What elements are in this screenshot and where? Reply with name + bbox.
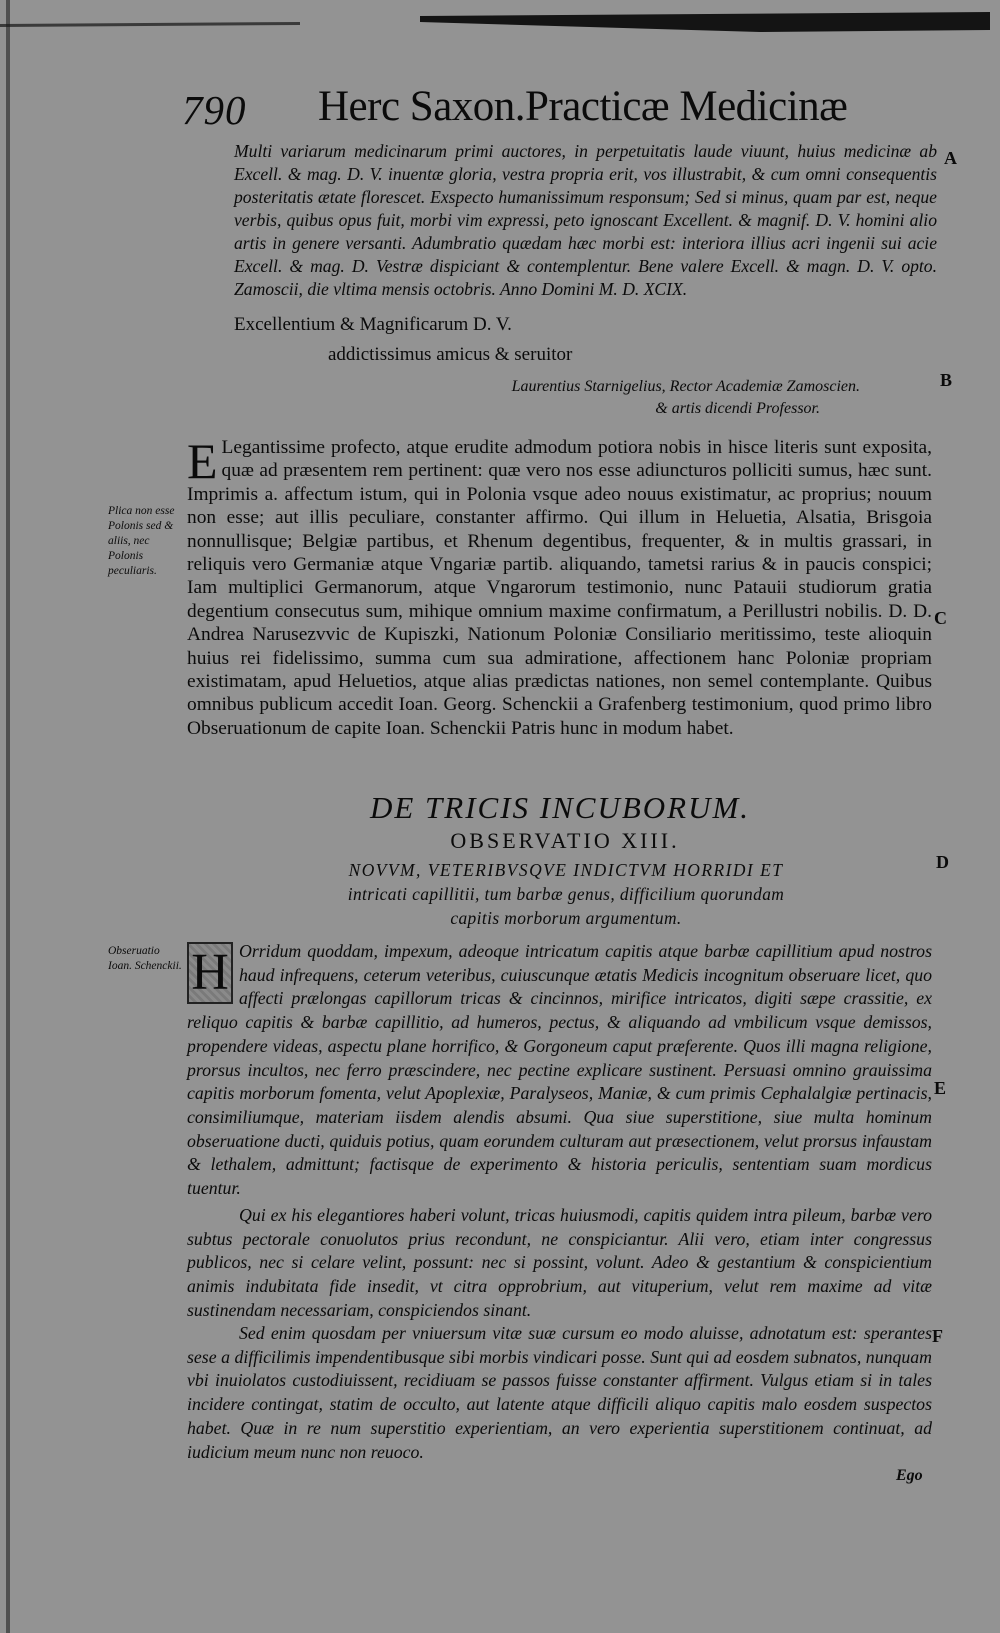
observation-dropcap: H	[187, 942, 233, 1004]
observation-paragraph-1	[187, 940, 932, 1201]
side-letter-a: A	[944, 148, 957, 168]
commentary-paragraph	[187, 433, 932, 740]
observation-paragraph-2: Qui ex his elegantiores haberi volunt, tricas huiusmodi, capitis quidem intra pileum, barbæ vero subtus pectorale conuolutos prius recondunt, ne conspiciantur. Alii vero, etiam inter congressus publicos, nec si celare velint, possunt: nec si possint, volunt. Adeo & gestantium & conspicientium animis indubitata fide insedit, vt citra opprobrium, aut vituperium, velut rem maxime ad vitæ sustinendam necessariam, conspiciendos sinant.	[187, 1205, 932, 1320]
side-letter-b: B	[940, 370, 953, 390]
observation-subtitle-rest: intricati capillitii, tum barbæ genus, difficilium quorundam capitis morborum argumentum.	[347, 884, 785, 928]
observation-paragraph-3: Sed enim quosdam per vniuersum vitæ suæ cursum eo modo aluisse, adnotatum est: sperantes sese a difficilimis impendentibusque sibi morbis vindicari posse. Sunt qui ad eosdem subnatos, nunquam vbi inuiolatos custodiuissent, recidiuam se passos fuisse constanter affirment. Vulgus etiam si in tales incidere contingat, statim de occulto, aut latente atque difficili aliquo capitis malo eosdem suspectos habet. Quæ in re num superstitio experientiam, an vero experientia superstitionem continuat, ad iudicium meum nunc non reuoco.	[187, 1323, 932, 1462]
observation-paragraph-1-text: Orridum quoddam, impexum, adeoque intricatum capitis atque barbæ capillitium apud nostros haud infrequens, ceterum veteribus, cuiuscunque ætatis Medicis incognitum obseruare licet, quo affecti prælongas capillorum tricas & cincinnos, mirifice intricatos, digiti sæpe crassitie, ex reliquo capitis & barbæ capillitio, ad humeros, pectus, & aliquando ad vmbilicum vsque demissos, propendere videas, aspectu plane horrifico, & Gorgoneum caput præferente. Quos illi magna religione, prorsus incultos, nec ferro præscindere, nec pectine explicare sustinent. Persuasi omnino grauissima capitis morborum fomenta, velut Apoplexiæ, Paralyseos, Maniæ, & cum primis Cephalalgiæ pertinacis, consimiliumque, materiam iisdem alendis absumi. Qua siue superstitione, siue multa hominum obseruatione ducti, quiduis potius, quam eorundem culturam aut præsectionem, velut prorsus infaustam & lethalem, admittunt; factisque de experimento & historia periculis, sententiam suam mordicus tuentur.	[187, 941, 932, 1199]
running-title: Herc Saxon.Practicæ Medicinæ	[318, 83, 848, 130]
side-letter-f: F	[932, 1326, 943, 1346]
observation-number: OBSERVATIO XIII.	[450, 828, 680, 853]
margin-note-schenckius: Obseruatio Ioan. Schenckii.	[108, 945, 182, 972]
margin-note-plica: Plica non esse Polonis sed & aliis, nec Polonis peculiaris.	[108, 505, 175, 577]
letter-signature-title: & artis dicendi Professor.	[655, 400, 820, 417]
letter-signature-name: Laurentius Starnigelius, Rector Academiæ Zamoscien.	[511, 378, 860, 395]
page-gutter-line	[6, 0, 10, 1633]
scan-top-edge	[0, 8, 1000, 34]
letter-paragraph: Multi variarum medicinarum primi auctores, in perpetuitatis laude viuunt, huius medicinæ ab Excell. & mag. D. V. inuentæ gloria, vestra propria erit, vos illustrabit, & cum omni consequentis posteritatis ætate florescet. Exspecto humanissimum responsum; Sed si minus, quam par est, neque verbis, quibus opus fuit, morbi vim expressi, peto ignoscant Excellent. & magnif. D. V. homini alio artis in genere versanti. Adumbratio quædam hæc morbi est: interiora illius acri ingenii sui acie Excell. & mag. D. Vestræ dispiciant & contemplentur. Bene valere Excell. & magn. D. V. opto. Zamoscii, die vltima mensis octobris. Anno Domini M. D. XCIX.	[234, 141, 937, 299]
letter-closing-subscription: addictissimus amicus & seruitor	[328, 344, 573, 365]
observation-title: DE TRICIS INCUBORUM.	[369, 790, 751, 825]
catchword: Ego	[896, 1467, 923, 1484]
side-letter-c: C	[934, 608, 947, 628]
observation-subtitle	[276, 858, 856, 930]
letter-closing-salutation: Excellentium & Magnificarum D. V.	[234, 314, 512, 335]
side-letter-e: E	[934, 1078, 947, 1098]
side-letter-d: D	[936, 852, 949, 872]
page-number: 790	[182, 87, 247, 133]
commentary-dropcap: E	[187, 433, 218, 489]
commentary-text: Legantissime profecto, atque erudite admodum potiora nobis in hisce literis sunt exposita, quæ ad præsentem rem pertinent: quæ vero nos esse adiuncturos polliciti sumus, hæc sunt. Imprimis a. affectum istum, qui in Polonia vsque adeo nouus existimatur, ac proprius; nouum non esse; aut illis peculiare, constanter affirmo. Qui illum in Heluetia, Alsatia, Brisgoia nonnullisque; Belgiæ partibus, et Rhenum degentibus, frequenter, & in multis grassari, in reliquis vero Germaniæ atque Vngariæ partib. aliquando, tametsi rarius & in paucis conspici; Iam multiplici Germanorum, atque Vngarorum testimonio, nunc Patauii studiorum gratia degentium consecutus sum, mihique omnium maxime confirmatum, a Perillustri nobilis. D. D. Andrea Narusezvvic de Kupiszki, Nationum Poloniæ Consiliario meritissimo, teste alioquin huius rei fidelissimo, summa cum sua admiratione, affectionem hanc Poloniæ propriam existimatam, apud Heluetios, atque alias prædictas nationes, non semel contemplante. Quibus omnibus publicum accedit Ioan. Georg. Schenckii a Grafenberg testimonium, quod primo libro Obseruationum de capite Ioan. Schenckii Patris hunc in modum habet.	[187, 437, 932, 739]
observation-subtitle-caps: NOVVM, VETERIBVSQVE INDICTVM HORRIDI ET	[348, 860, 784, 880]
